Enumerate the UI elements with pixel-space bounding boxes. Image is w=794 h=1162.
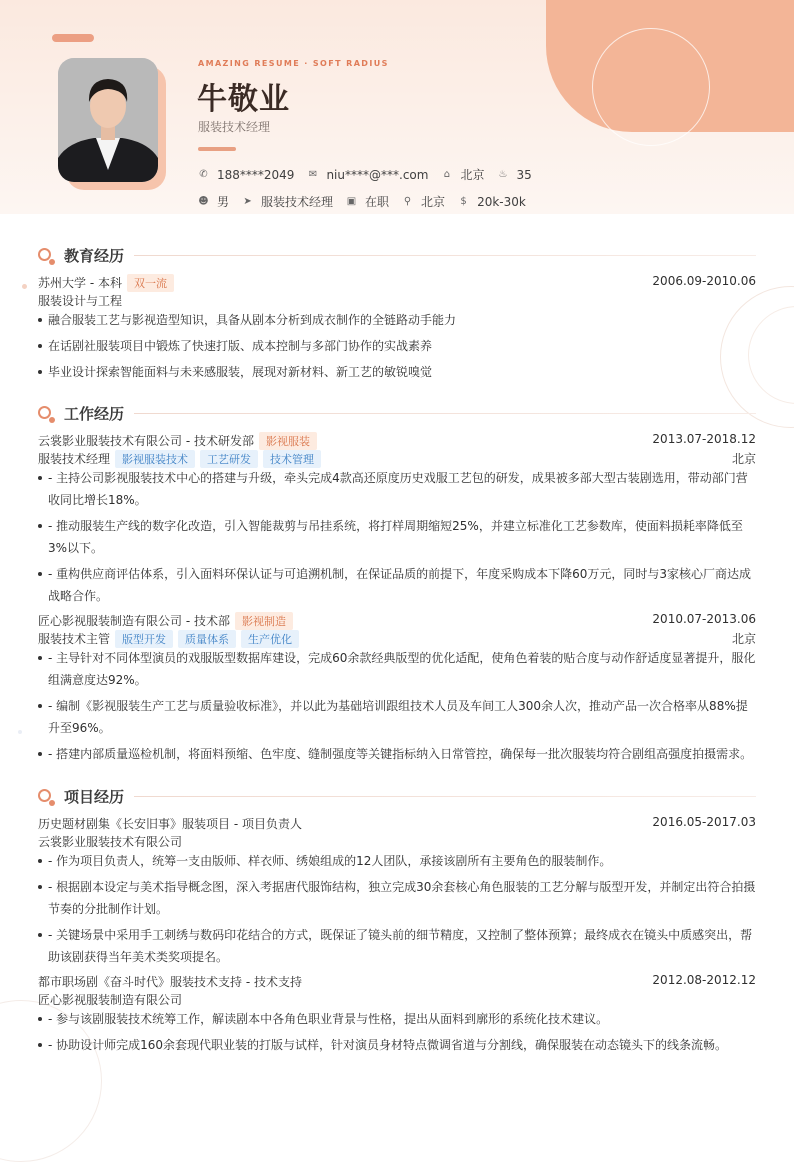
decorative-dot (18, 730, 22, 734)
target-city-text: 北京 (421, 195, 446, 209)
job-role-row (38, 630, 756, 648)
target-job-item (242, 193, 333, 210)
job-city: 北京 (731, 452, 756, 466)
list-item: 毕业设计探索智能面料与未来感服装，展现对新材料、新工艺的敏锐嗅觉 (38, 361, 756, 383)
email-item (307, 168, 428, 182)
list-item: - 根据剧本设定与美术指导概念图，深入考据唐代服饰结构，独立完成30余套核心角色服装的工艺分解与版型开发，并制定出符合拍摄节奏的分批制作计划。 (38, 876, 756, 920)
major: 服装设计与工程 (38, 294, 123, 308)
list-item: - 协助设计师完成160余套现代职业装的打版与试样，针对演员身材特点微调省道与分割线，确保服装在动态镜头下的线条流畅。 (38, 1034, 756, 1056)
project-date: 2012.08-2012.12 (652, 973, 756, 987)
project-section-header (38, 786, 756, 807)
age-text: 35 (516, 167, 532, 182)
person-portrait-icon (58, 58, 158, 182)
divider (134, 413, 756, 414)
list-item: - 参与该剧服装技术统筹工作，解读剧本中各角色职业背景与性格，提出从面料到廓形的系统化技术建议。 (38, 1008, 756, 1030)
project-header (38, 815, 756, 832)
list-item: - 推动服装生产线的数字化改造，引入智能裁剪与吊挂系统，将打样周期缩短25%，并建立标准化工艺参数库，使面料损耗率降低至3%以下。 (38, 515, 756, 559)
project-org: 匠心影视服装制造有限公司 (38, 993, 183, 1007)
divider (134, 796, 756, 797)
job-role: 服装技术主管 (38, 632, 111, 646)
hometown-item (441, 166, 484, 183)
school-name: 苏州大学 - 本科 (38, 276, 122, 290)
profile-row (198, 193, 539, 210)
job-header (38, 432, 756, 450)
age-item (497, 168, 531, 182)
section-title: 工作经历 (64, 405, 125, 423)
status-item (346, 193, 389, 210)
phone-text: 188****2049 (217, 167, 295, 182)
divider (134, 255, 756, 256)
list-item: 融合服装工艺与影视造型知识，具备从剧本分析到成衣制作的全链路动手能力 (38, 309, 756, 331)
company-name: 匠心影视服装制造有限公司 - 技术部 (38, 614, 230, 628)
list-item: - 主导针对不同体型演员的戏服版型数据库建设，完成60余款经典版型的优化适配，使角色着装的贴合度与动作舒适度显著提升，服化组满意度达92%。 (38, 647, 756, 691)
industry-badge: 影视服装 (259, 432, 317, 450)
work-section-header (38, 403, 756, 424)
search-icon (38, 789, 54, 805)
job-date: 2013.07-2018.12 (652, 432, 756, 446)
list-item: - 搭建内部质量巡检机制，将面料预缩、色牢度、缝制强度等关键指标纳入日常管控，确保每一批次服装均符合剧组高强度拍摄需求。 (38, 743, 756, 765)
education-entry (38, 274, 756, 292)
skill-tag: 影视服装技术 (115, 450, 195, 468)
job-role: 服装技术经理 (38, 452, 111, 466)
skill-tag: 技术管理 (263, 450, 321, 468)
list-item: - 编制《影视服装生产工艺与质量验收标准》，并以此为基础培训跟组技术人员及车间工人300余人次，推动产品一次合格率从88%提升至96%。 (38, 695, 756, 739)
education-section-header (38, 245, 756, 266)
home-icon: ⌂ (443, 169, 451, 180)
target-city-item (402, 193, 445, 210)
profile-photo (58, 58, 158, 182)
list-item: - 重构供应商评估体系，引入面料环保认证与可追溯机制，在保证品质的前提下，年度采购成本下降60万元，同时与3家核心厂商达成战略合作。 (38, 563, 756, 607)
gender-icon: ☻ (198, 196, 209, 207)
accent-bar (52, 34, 94, 42)
skill-tag: 生产优化 (241, 630, 299, 648)
project-date: 2016.05-2017.03 (652, 815, 756, 829)
resume-header (0, 0, 794, 214)
hometown-text: 北京 (460, 168, 485, 182)
contact-row (198, 166, 545, 183)
school-badge: 双一流 (127, 274, 174, 292)
decorative-dot (22, 284, 27, 289)
list-item: - 主持公司影视服装技术中心的搭建与升级，牵头完成4款高还原度历史戏服工艺包的研发，成果被多部大型古装剧选用，带动部门营收同比增长18%。 (38, 467, 756, 511)
skill-tag: 质量体系 (178, 630, 236, 648)
job-city: 北京 (731, 632, 756, 646)
gender-item (198, 193, 229, 210)
industry-badge: 影视制造 (235, 612, 293, 630)
location-icon: ⚲ (403, 196, 412, 207)
project-org: 云裳影业服装技术有限公司 (38, 835, 183, 849)
job-role-row (38, 450, 756, 468)
section-title: 教育经历 (64, 247, 125, 265)
list-item: - 关键场景中采用手工刺绣与数码印花结合的方式，既保证了镜头前的细节精度，又控制了整体预算；最终成衣在镜头中质感突出，帮助该剧获得当年美术类奖项提名。 (38, 924, 756, 968)
salary-item (458, 195, 526, 209)
gender-text: 男 (217, 195, 230, 209)
salary-text: 20k-30k (477, 194, 526, 209)
project-header (38, 973, 756, 990)
candidate-name: 牛敬业 (197, 82, 290, 117)
job-date: 2010.07-2013.06 (652, 612, 756, 626)
send-icon: ➤ (243, 196, 252, 207)
resume-tagline: AMAZING RESUME · SOFT RADIUS (198, 59, 389, 68)
salary-icon: $ (460, 196, 467, 207)
education-date: 2006.09-2010.06 (652, 274, 756, 288)
decorative-ring (592, 28, 710, 146)
title-underline (198, 147, 236, 151)
mail-icon: ✉ (308, 169, 318, 180)
skill-tag: 工艺研发 (200, 450, 258, 468)
search-icon (38, 406, 54, 422)
project-name: 历史题材剧集《长安旧事》服装项目 - 项目负责人 (38, 817, 302, 831)
cake-icon: ♨ (498, 169, 508, 180)
list-item: - 作为项目负责人，统筹一支由版师、样衣师、绣娘组成的12人团队，承接该剧所有主要角色的服装制作。 (38, 850, 756, 872)
email-text: niu****@***.com (326, 167, 429, 182)
search-icon (38, 248, 54, 264)
project-name: 都市职场剧《奋斗时代》服装技术支持 - 技术支持 (38, 975, 302, 989)
status-text: 在职 (365, 195, 390, 209)
skill-tag: 版型开发 (115, 630, 173, 648)
job-header (38, 612, 756, 630)
briefcase-icon: ▣ (346, 196, 357, 207)
company-name: 云裳影业服装技术有限公司 - 技术研发部 (38, 434, 254, 448)
candidate-title: 服装技术经理 (198, 120, 271, 134)
phone-item (198, 168, 294, 182)
list-item: 在话剧社服装项目中锻炼了快速打版、成本控制与多部门协作的实战素养 (38, 335, 756, 357)
phone-icon: ✆ (199, 169, 208, 180)
target-job-text: 服装技术经理 (261, 195, 334, 209)
section-title: 项目经历 (64, 788, 125, 806)
